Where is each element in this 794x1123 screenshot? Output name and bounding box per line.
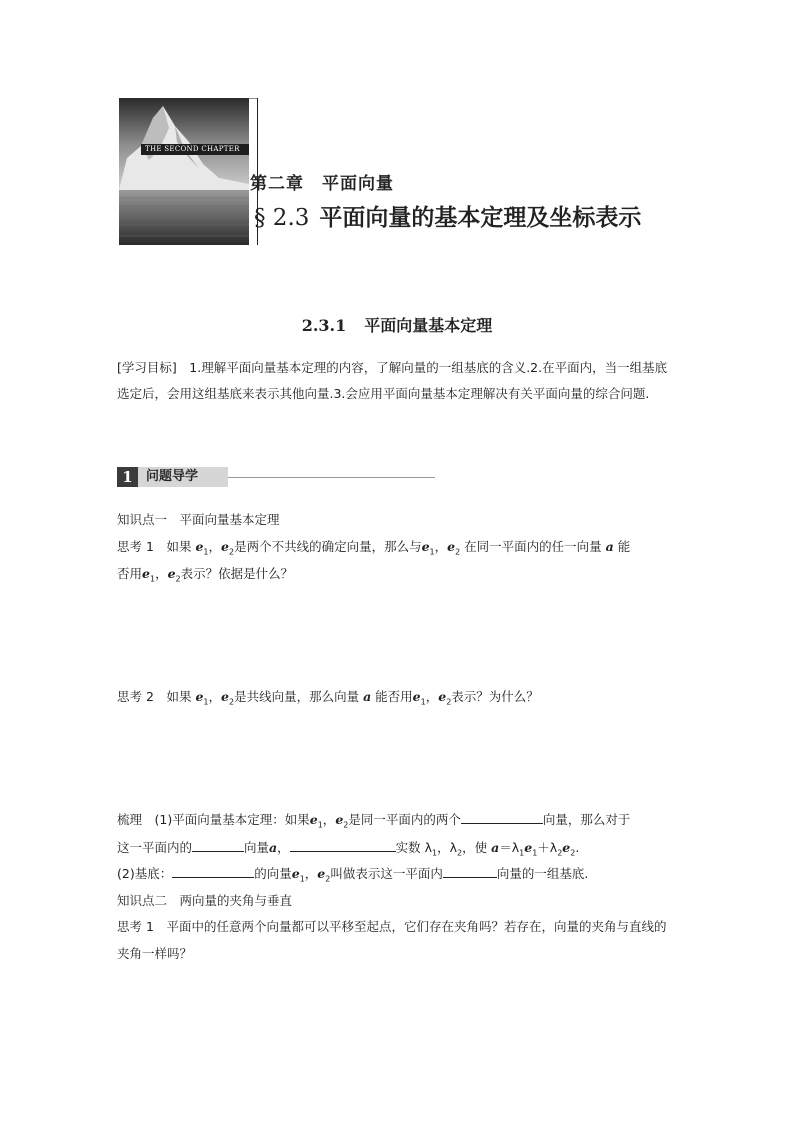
- subsection-title: [0, 313, 794, 336]
- text-run: (1)平面向量基本定理：如果: [154, 812, 310, 827]
- fill-blank[interactable]: [172, 865, 254, 878]
- fill-blank[interactable]: [192, 839, 244, 852]
- section-title: [254, 199, 641, 232]
- fill-blank[interactable]: [443, 865, 497, 878]
- text-run: 的向量: [254, 866, 292, 881]
- k1-think1-line1: 思考 1 如果 $e_1$，$e_2$是两个不共线的确定向量，那么与$e_1$，$e_2$ 在同一平面内的任一向量 a 能: [117, 539, 631, 557]
- text-run: 实数: [395, 840, 421, 855]
- k2-think1: [117, 913, 677, 967]
- learning-goals-text: 1.理解平面向量基本定理的内容，了解向量的一组基底的含义.2.在平面内，当一组基底选定后，会用这组基底来表示其他向量.3.会应用平面向量基本定理解决有关平面向量的综合问题.: [117, 360, 668, 401]
- text-run: 表示？为什么？: [451, 689, 539, 704]
- think-label: 思考 2: [117, 689, 154, 704]
- subsection-number: 2.3.1: [301, 316, 347, 335]
- text-run: 向量: [244, 840, 270, 855]
- text-run: 否用: [117, 566, 143, 581]
- fill-blank[interactable]: [290, 839, 396, 852]
- text-run: 是两个不共线的确定向量，那么与: [234, 539, 422, 554]
- summary-line2: 这一平面内的 向量a， 实数 $\lambda_1$，$\lambda_2$，使 $a=\lambda_1e_1+\lambda_2e_2$.: [117, 840, 580, 858]
- knowledge-point-2-title: 知识点二 两向量的夹角与垂直: [117, 893, 293, 908]
- text-run: 是共线向量，那么向量: [234, 689, 360, 704]
- k1-think1-line2: 否用$e_1$，$e_2$表示？依据是什么？: [117, 566, 294, 584]
- summary-label: 梳理: [117, 812, 143, 827]
- banner-rule: [228, 477, 435, 478]
- text-run: ，: [277, 840, 290, 855]
- chapter-image-caption: THE SECOND CHAPTER: [145, 145, 240, 153]
- text-run: 是同一平面内的两个: [348, 812, 461, 827]
- text-run: 叫做表示这一平面内: [330, 866, 443, 881]
- fill-blank[interactable]: [461, 811, 543, 824]
- section-title-text: 平面向量的基本定理及坐标表示: [319, 205, 642, 231]
- think-label: 思考 1: [117, 919, 154, 934]
- text-run: 如果: [166, 539, 192, 554]
- subsection-title-text: 平面向量基本定理: [364, 316, 493, 335]
- chapter-label: 第二章 平面向量: [250, 174, 394, 194]
- text-run: 能否用: [375, 689, 413, 704]
- banner-number: 1: [117, 467, 138, 487]
- text-run: 向量的一组基底.: [496, 866, 589, 881]
- text-run: 这一平面内的: [117, 840, 193, 855]
- chapter-cover-image: [119, 98, 258, 245]
- text-run: 向量，那么对于: [542, 812, 631, 827]
- summary-line3: (2)基底： 的向量$e_1$，$e_2$叫做表示这一平面内 向量的一组基底.: [117, 866, 589, 884]
- section-number: § 2.3: [254, 205, 310, 231]
- text-run: 如果: [166, 689, 192, 704]
- text-run: 表示？依据是什么？: [180, 566, 294, 581]
- k1-think2-line: 思考 2 如果 $e_1$，$e_2$是共线向量，那么向量 a 能否用$e_1$，$e_2$表示？为什么？: [117, 689, 539, 707]
- summary-line1: 梳理 (1)平面向量基本定理：如果$e_1$，$e_2$是同一平面内的两个 向量，那么对于: [117, 812, 631, 830]
- text-run: (2)基底：: [117, 866, 173, 881]
- learning-goals: [117, 355, 677, 407]
- text-run: 在同一平面内的任一向量: [464, 539, 602, 554]
- think-label: 思考 1: [117, 539, 154, 554]
- text-run: ，使: [462, 840, 488, 855]
- section-banner: [117, 466, 435, 488]
- text-run: 能: [617, 539, 631, 554]
- learning-goals-tag: [学习目标]: [117, 360, 177, 375]
- banner-label: 问题导学: [138, 467, 228, 487]
- text-run: 平面中的任意两个向量都可以平移至起点，它们存在夹角吗？若存在，向量的夹角与直线的夹角一样吗？: [117, 919, 667, 961]
- knowledge-point-1-title: 知识点一 平面向量基本定理: [117, 512, 280, 527]
